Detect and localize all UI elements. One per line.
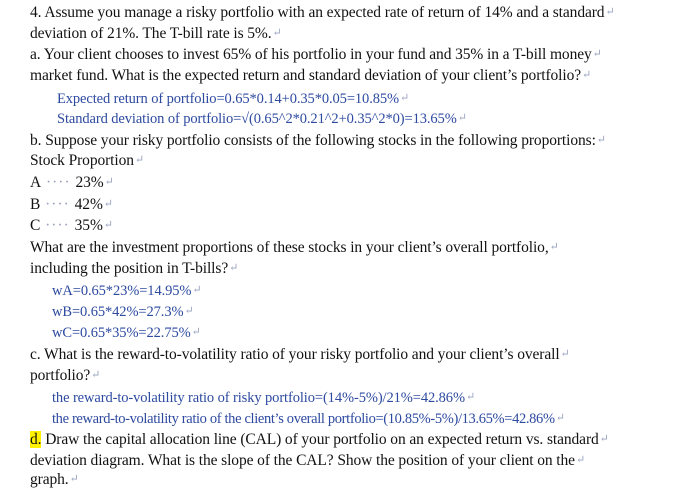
stock-table-header [30,150,144,171]
part-d-line-2 [30,450,585,471]
part-c-line-1 [30,344,570,365]
paragraph-mark-icon: ↵ [91,369,101,381]
part-c-line-2 [30,365,100,386]
paragraph-mark-icon: ↵ [605,6,615,18]
standard-deviation-answer: Standard deviation of portfolio=√(0.65^2*0.21^2+0.35^2*0)=13.65% [57,111,457,127]
paragraph-mark-icon: ↵ [272,27,282,39]
part-b-question-text-2: including the position in T-bills? [30,260,229,277]
risky-portfolio-ratio-answer: the reward-to-volatility ratio of risky portfolio=(14%-5%)/21%=42.86% [52,390,465,406]
part-b-answer [52,301,194,322]
paragraph-mark-icon: ↵ [575,454,586,466]
part-b-line-1 [30,130,606,151]
paragraph-mark-icon: ↵ [560,348,570,360]
part-a-line-2 [30,65,591,86]
paragraph-mark-icon: ↵ [192,284,202,296]
part-d-text-3: graph. [30,471,69,488]
part-a-answer-2 [57,108,467,129]
stock-name: C [30,217,41,234]
paragraph-mark-icon: ↵ [103,198,113,210]
part-b-text-1: b. Suppose your risky portfolio consists of the following stocks in the following proportions: [30,132,596,149]
part-b-answer [52,280,202,301]
part-c-answer-1 [52,387,475,408]
part-d-highlighted-label: d. [30,431,42,448]
part-d-line-1 [30,429,609,450]
question-4-line-2 [30,23,282,44]
paragraph-mark-icon: ↵ [103,219,113,231]
part-b-question-text-1: What are the investment proportions of these stocks in your client’s overall portfolio, [30,239,549,256]
paragraph-mark-icon: ↵ [549,241,559,253]
part-c-answer-2 [52,408,565,429]
part-a-answer-1 [57,88,409,109]
tab-dots: ···· [41,174,76,191]
paragraph-mark-icon: ↵ [191,326,201,338]
paragraph-mark-icon: ↵ [457,112,467,124]
weight-c-answer: wC=0.65*35%=22.75% [52,325,191,341]
stock-row [30,215,113,236]
question-4-text-2: deviation of 21%. The T-bill rate is 5%. [30,25,272,42]
part-c-text-1: c. What is the reward-to-volatility ratio of your risky portfolio and your client’s overall [30,346,560,363]
part-d-line-3 [30,469,79,490]
part-d-text-1: Draw the capital allocation line (CAL) of your portfolio on an expected return vs. standard [41,431,599,448]
stock-proportion: 23% [75,174,104,191]
part-a-line-1 [30,44,602,65]
paragraph-mark-icon: ↵ [465,391,476,403]
stock-name: B [30,196,41,213]
stock-proportion-header: Stock Proportion [30,152,134,169]
expected-return-answer: Expected return of portfolio=0.65*0.14+0.35*0.05=10.85% [57,91,399,107]
part-d-text-2: deviation diagram. What is the slope of the CAL? Show the position of your client on the [30,452,575,469]
paragraph-mark-icon: ↵ [69,473,79,485]
paragraph-mark-icon: ↵ [596,134,606,146]
part-a-text-1: a. Your client chooses to invest 65% of his portfolio in your fund and 35% in a T-bill money [30,46,592,63]
tab-dots: ···· [40,196,75,213]
part-a-text-2: market fund. What is the expected return and standard deviation of your client’s portfolio? [30,67,582,84]
stock-proportion: 42% [74,196,103,213]
part-c-text-2: portfolio? [30,367,91,384]
stock-name: A [30,174,42,191]
question-4-text-1: 4. Assume you manage a risky portfolio with an expected rate of return of 14% and a standard [30,4,605,21]
question-4-line-1 [30,2,615,23]
weight-b-answer: wB=0.65*42%=27.3% [52,304,184,320]
tab-dots: ···· [40,217,75,234]
paragraph-mark-icon: ↵ [134,154,145,166]
stock-proportion: 35% [74,217,103,234]
paragraph-mark-icon: ↵ [599,433,609,445]
stock-row [30,172,114,193]
part-b-question-2 [30,258,238,279]
paragraph-mark-icon: ↵ [400,92,410,104]
paragraph-mark-icon: ↵ [104,176,114,188]
paragraph-mark-icon: ↵ [184,305,194,317]
paragraph-mark-icon: ↵ [582,69,592,81]
paragraph-mark-icon: ↵ [555,412,565,424]
paragraph-mark-icon: ↵ [229,262,239,274]
stock-row [30,194,113,215]
paragraph-mark-icon: ↵ [592,48,602,60]
part-b-question-1 [30,237,559,258]
part-b-answer [52,322,201,343]
weight-a-answer: wA=0.65*23%=14.95% [52,283,192,299]
overall-portfolio-ratio-answer: the reward-to-volatility ratio of the client’s overall portfolio=(10.85%-5%)/13.65%=42.86% [52,411,555,427]
